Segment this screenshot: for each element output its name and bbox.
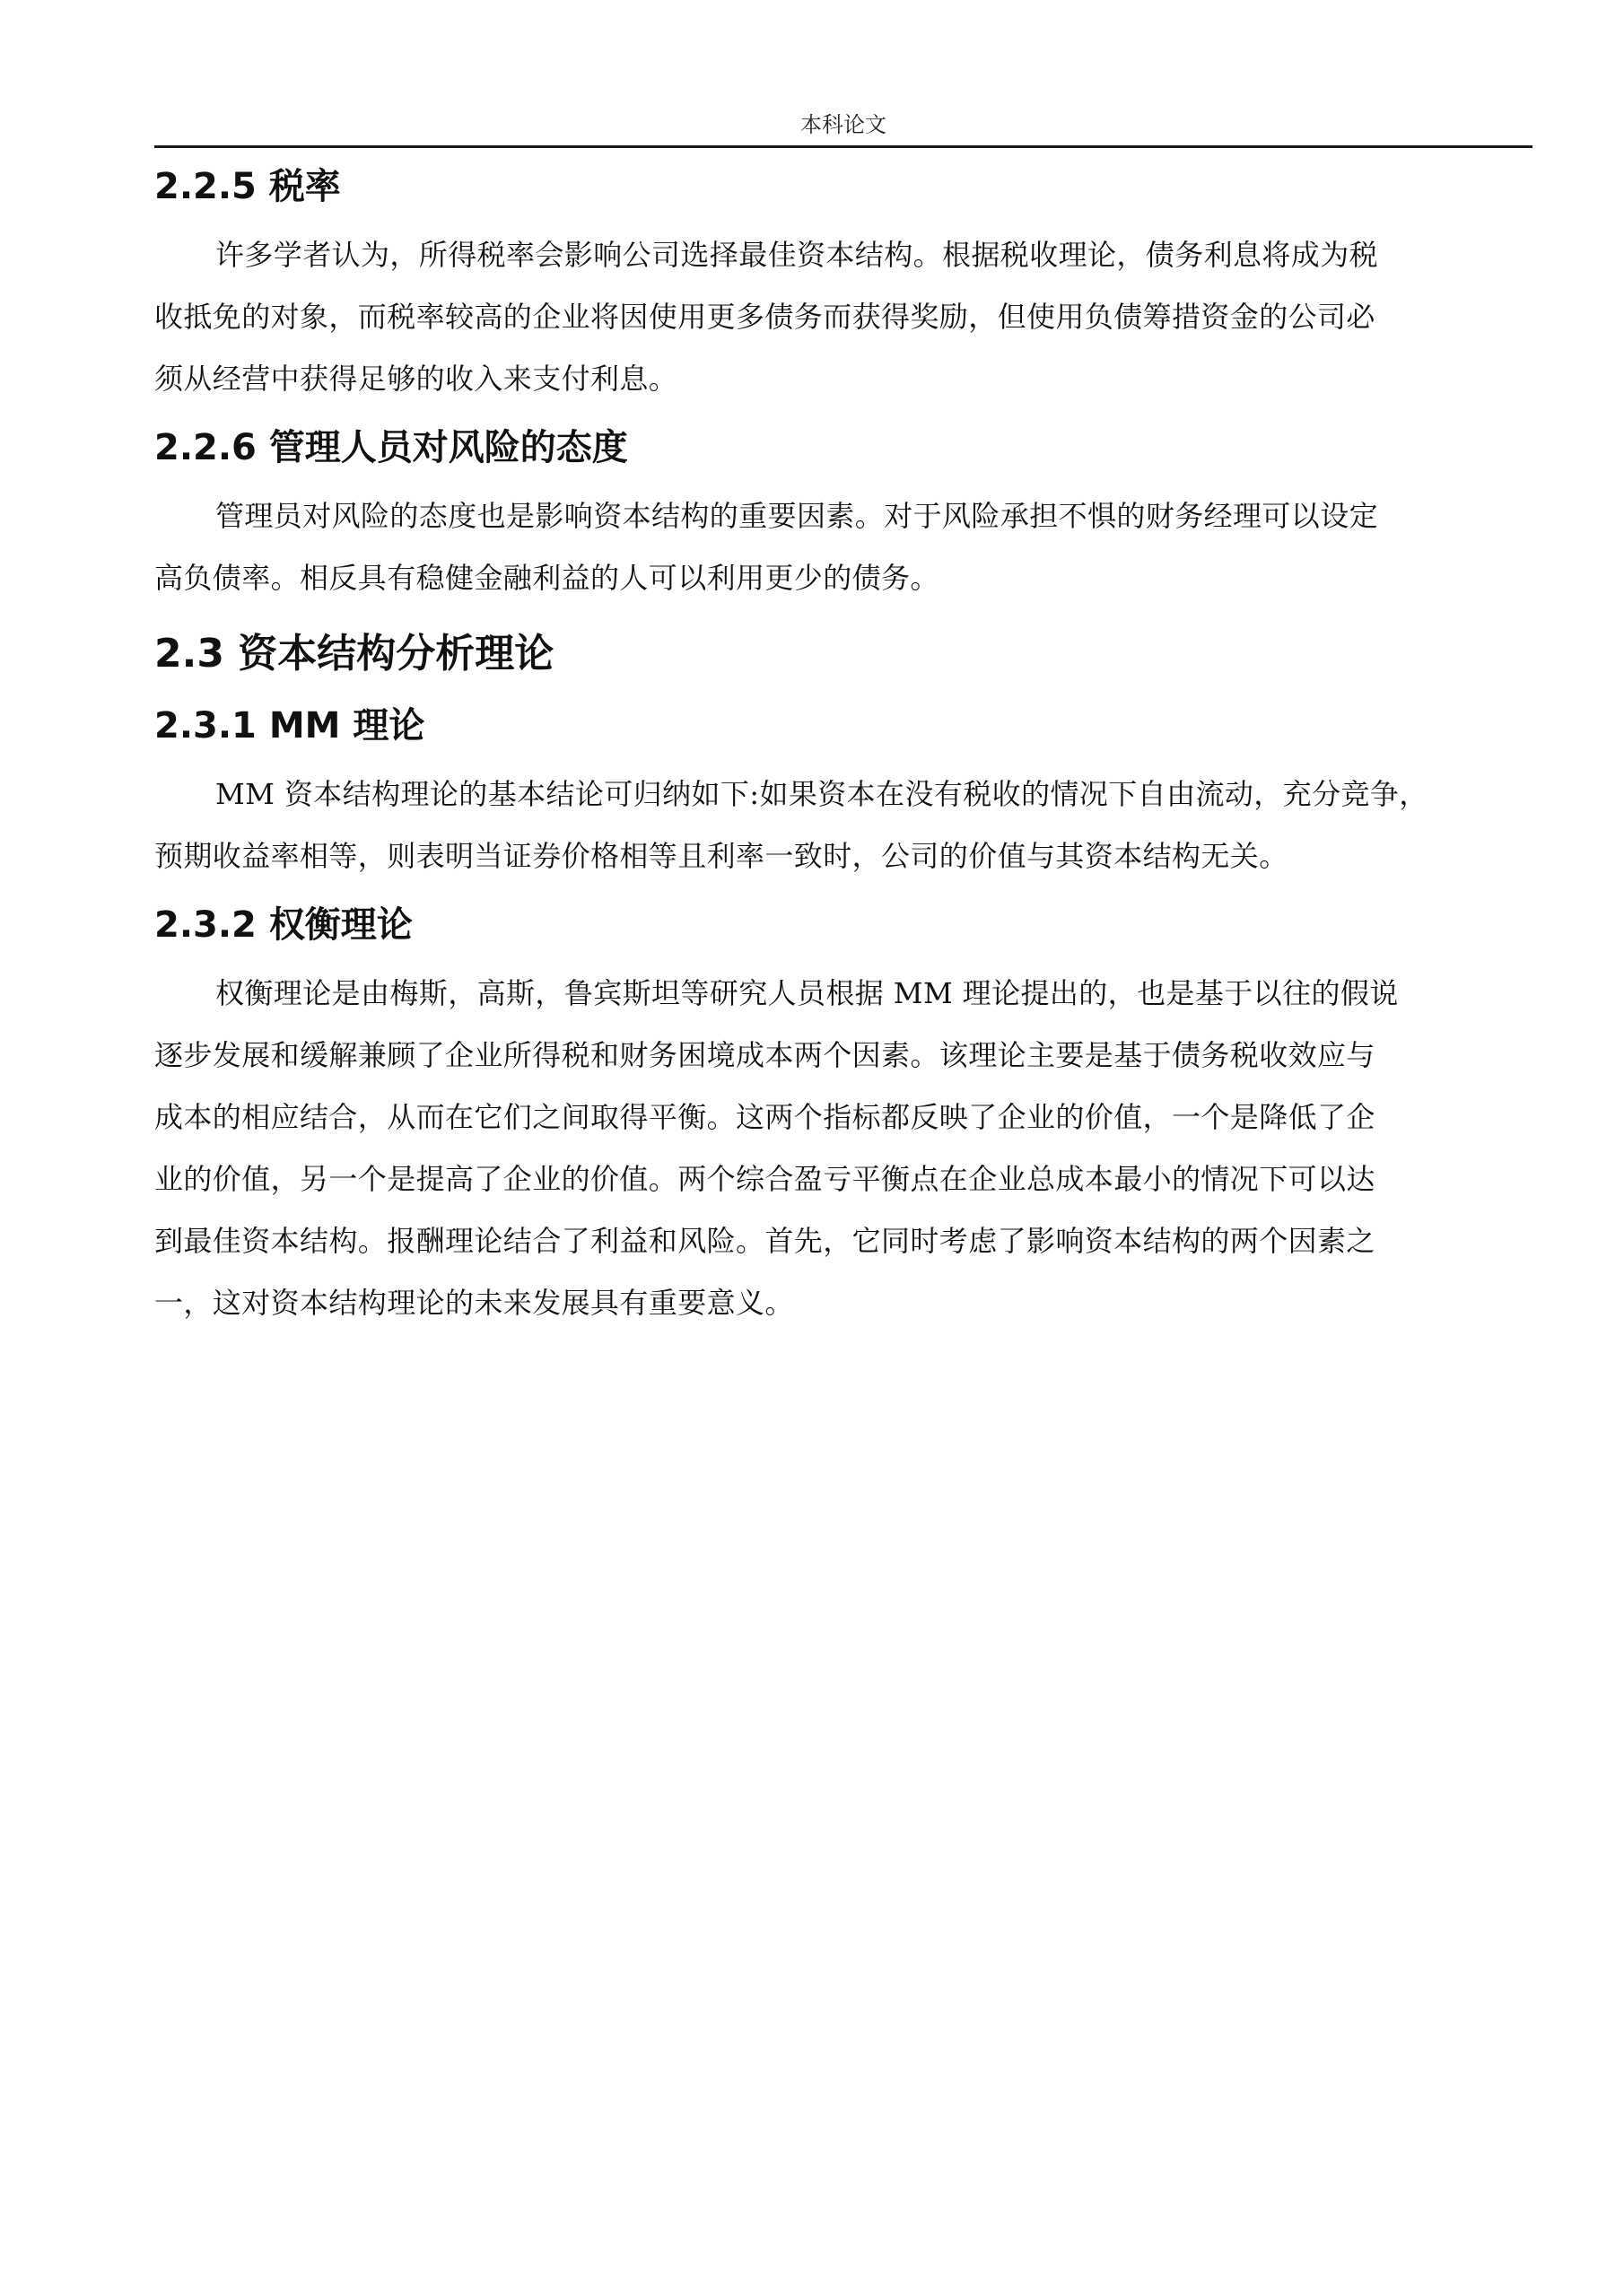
- paragraph-tax-rate: [154, 224, 1532, 410]
- paragraph-line: 到最佳资本结构。报酬理论结合了利益和风险。首先，它同时考虑了影响资本结构的两个因素之: [154, 1224, 1375, 1258]
- paragraph-line: 预期收益率相等，则表明当证券价格相等且利率一致时，公司的价值与其资本结构无关。: [154, 839, 1288, 873]
- section-heading-tradeoff-theory: 2.3.2 权衡理论: [154, 904, 413, 946]
- running-header: 本科论文: [800, 112, 886, 137]
- page-body: [154, 154, 1532, 1334]
- header-rule: [154, 145, 1532, 148]
- paragraph-line: 权衡理论是由梅斯，高斯，鲁宾斯坦等研究人员根据 MM 理论提出的，也是基于以往的假说: [215, 976, 1399, 1010]
- paragraph-line: 业的价值，另一个是提高了企业的价值。两个综合盈亏平衡点在企业总成本最小的情况下可以达: [154, 1162, 1375, 1196]
- section-heading-tax-rate: 2.2.5 税率: [154, 166, 341, 207]
- paragraph-line: 收抵免的对象，而税率较高的企业将因使用更多债务而获得奖励，但使用负债筹措资金的公司必: [154, 300, 1375, 334]
- paragraph-line: 许多学者认为，所得税率会影响公司选择最佳资本结构。根据税收理论，债务利息将成为税: [215, 238, 1379, 272]
- paragraph-line: 一，这对资本结构理论的未来发展具有重要意义。: [154, 1286, 794, 1320]
- section-heading-mm-theory: 2.3.1 MM 理论: [154, 705, 425, 746]
- paragraph-mm-theory: [154, 764, 1532, 887]
- paragraph-line: 管理员对风险的态度也是影响资本结构的重要因素。对于风险承担不惧的财务经理可以设定: [215, 499, 1379, 533]
- paragraph-line: 高负债率。相反具有稳健金融利益的人可以利用更少的债务。: [154, 561, 939, 595]
- paragraph-line: 成本的相应结合，从而在它们之间取得平衡。这两个指标都反映了企业的价值，一个是降低了企: [154, 1100, 1375, 1134]
- paragraph-tradeoff-theory: [154, 963, 1532, 1334]
- paragraph-risk-attitude: [154, 485, 1532, 609]
- paragraph-line: 逐步发展和缓解兼顾了企业所得税和财务困境成本两个因素。该理论主要是基于债务税收效应与: [154, 1038, 1375, 1072]
- section-heading-risk-attitude: 2.2.6 管理人员对风险的态度: [154, 427, 628, 468]
- paragraph-line: MM 资本结构理论的基本结论可归纳如下:如果资本在没有税收的情况下自由流动，充分竞争，: [215, 777, 1428, 811]
- paragraph-line: 须从经营中获得足够的收入来支付利息。: [154, 362, 678, 396]
- chapter-heading-analysis-theory: 2.3 资本结构分析理论: [154, 631, 554, 677]
